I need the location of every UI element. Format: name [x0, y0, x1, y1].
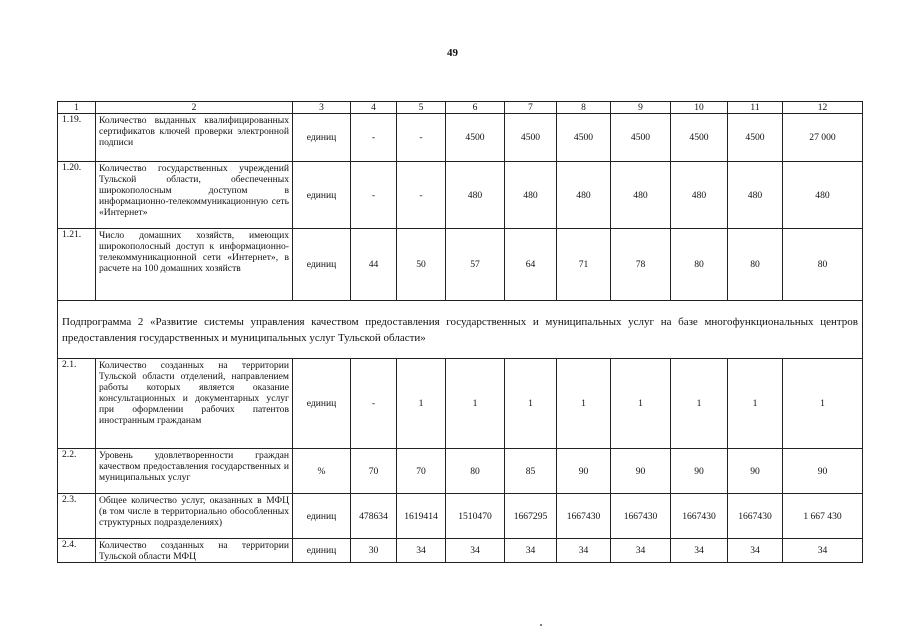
unit-cell: единиц [293, 162, 351, 229]
value-cell: 4500 [611, 114, 671, 162]
value-cell: 1 [611, 359, 671, 449]
table-row [58, 162, 863, 229]
indicator-name: Уровень удовлетворенности граждан качеством предоставления государственных и муниципальных услуг [96, 449, 293, 494]
value-cell: 480 [446, 162, 505, 229]
value-cell: 4500 [671, 114, 728, 162]
value-cell: 1 [397, 359, 446, 449]
value-cell: - [397, 162, 446, 229]
row-number: 1.20. [58, 162, 96, 229]
value-cell: 34 [557, 539, 611, 563]
subprogram-title: Подпрограмма 2 «Развитие системы управления качеством предоставления государственных и муниципальных услуг на базе многофункциональных центров предоставления государственных и муниципальных услуг Тульской области» [58, 301, 863, 359]
value-cell: 4500 [557, 114, 611, 162]
value-cell: 64 [505, 229, 557, 301]
value-cell: 1667430 [728, 494, 783, 539]
value-cell: 1 [671, 359, 728, 449]
unit-cell: единиц [293, 539, 351, 563]
value-cell: 44 [351, 229, 397, 301]
value-cell: 80 [671, 229, 728, 301]
column-header: 11 [728, 102, 783, 114]
value-cell: 30 [351, 539, 397, 563]
value-cell: 78 [611, 229, 671, 301]
column-header: 2 [96, 102, 293, 114]
indicator-name: Общее количество услуг, оказанных в МФЦ (в том числе в территориально обособленных структурных подразделениях) [96, 494, 293, 539]
value-cell: 34 [505, 539, 557, 563]
value-cell: - [397, 114, 446, 162]
value-cell: 70 [351, 449, 397, 494]
value-cell: 480 [671, 162, 728, 229]
scan-speck [540, 624, 542, 626]
value-cell: 90 [728, 449, 783, 494]
value-cell: 34 [397, 539, 446, 563]
value-cell: 1 [728, 359, 783, 449]
value-cell: - [351, 162, 397, 229]
column-header: 12 [783, 102, 863, 114]
row-number: 2.1. [58, 359, 96, 449]
value-cell: 80 [446, 449, 505, 494]
table-row [58, 539, 863, 563]
value-cell: 34 [446, 539, 505, 563]
value-cell: 4500 [728, 114, 783, 162]
indicator-name: Количество созданных на территории Тульской области отделений, направлением работы которых является оказание консультационных и документарных услуг при оформлении рабочих патентов иностранным гражданам [96, 359, 293, 449]
row-number: 1.21. [58, 229, 96, 301]
value-cell: 1667295 [505, 494, 557, 539]
row-number: 2.2. [58, 449, 96, 494]
row-number: 2.3. [58, 494, 96, 539]
table-row [58, 449, 863, 494]
row-number: 2.4. [58, 539, 96, 563]
value-cell: 90 [611, 449, 671, 494]
value-cell: 1667430 [557, 494, 611, 539]
value-cell: 34 [671, 539, 728, 563]
unit-cell: единиц [293, 229, 351, 301]
unit-cell: единиц [293, 494, 351, 539]
column-header: 6 [446, 102, 505, 114]
header-row [58, 102, 863, 114]
value-cell: 1667430 [671, 494, 728, 539]
table-row [58, 359, 863, 449]
value-cell: 480 [728, 162, 783, 229]
value-cell: 90 [671, 449, 728, 494]
table-body [58, 102, 863, 563]
subprogram-row [58, 301, 863, 359]
value-cell: 1619414 [397, 494, 446, 539]
value-cell: 90 [783, 449, 863, 494]
value-cell: 71 [557, 229, 611, 301]
value-cell: 480 [557, 162, 611, 229]
column-header: 4 [351, 102, 397, 114]
value-cell: 85 [505, 449, 557, 494]
value-cell: 50 [397, 229, 446, 301]
value-cell: 1667430 [611, 494, 671, 539]
value-cell: 478634 [351, 494, 397, 539]
unit-cell: единиц [293, 359, 351, 449]
value-cell: 70 [397, 449, 446, 494]
value-cell: - [351, 114, 397, 162]
value-cell: 34 [611, 539, 671, 563]
indicator-name: Количество созданных на территории Тульской области МФЦ [96, 539, 293, 563]
unit-cell: % [293, 449, 351, 494]
value-cell: 480 [783, 162, 863, 229]
value-cell: 1 [557, 359, 611, 449]
value-cell: 1 [783, 359, 863, 449]
column-header: 3 [293, 102, 351, 114]
value-cell: 480 [611, 162, 671, 229]
value-cell: 480 [505, 162, 557, 229]
column-header: 8 [557, 102, 611, 114]
column-header: 9 [611, 102, 671, 114]
indicator-name: Количество государственных учреждений Тульской области, обеспеченных широкополосным доступом в информационно-телекоммуникационную сеть «Интернет» [96, 162, 293, 229]
row-number: 1.19. [58, 114, 96, 162]
column-header: 5 [397, 102, 446, 114]
column-header: 1 [58, 102, 96, 114]
value-cell: 1510470 [446, 494, 505, 539]
column-header: 10 [671, 102, 728, 114]
value-cell: 1 [505, 359, 557, 449]
value-cell: 34 [728, 539, 783, 563]
page-number: 49 [447, 47, 458, 59]
value-cell: 27 000 [783, 114, 863, 162]
value-cell: 90 [557, 449, 611, 494]
value-cell: - [351, 359, 397, 449]
indicator-name: Количество выданных квалифицированных сертификатов ключей проверки электронной подписи [96, 114, 293, 162]
table-row [58, 114, 863, 162]
table-row [58, 494, 863, 539]
value-cell: 4500 [505, 114, 557, 162]
table-row [58, 229, 863, 301]
indicator-name: Число домашних хозяйств, имеющих широкополосный доступ к информационно-телекоммуникационной сети «Интернет», в расчете на 100 домашних хозяйств [96, 229, 293, 301]
value-cell: 1 [446, 359, 505, 449]
value-cell: 1 667 430 [783, 494, 863, 539]
value-cell: 80 [783, 229, 863, 301]
unit-cell: единиц [293, 114, 351, 162]
value-cell: 57 [446, 229, 505, 301]
column-header: 7 [505, 102, 557, 114]
value-cell: 80 [728, 229, 783, 301]
value-cell: 4500 [446, 114, 505, 162]
indicators-table [57, 101, 863, 563]
value-cell: 34 [783, 539, 863, 563]
